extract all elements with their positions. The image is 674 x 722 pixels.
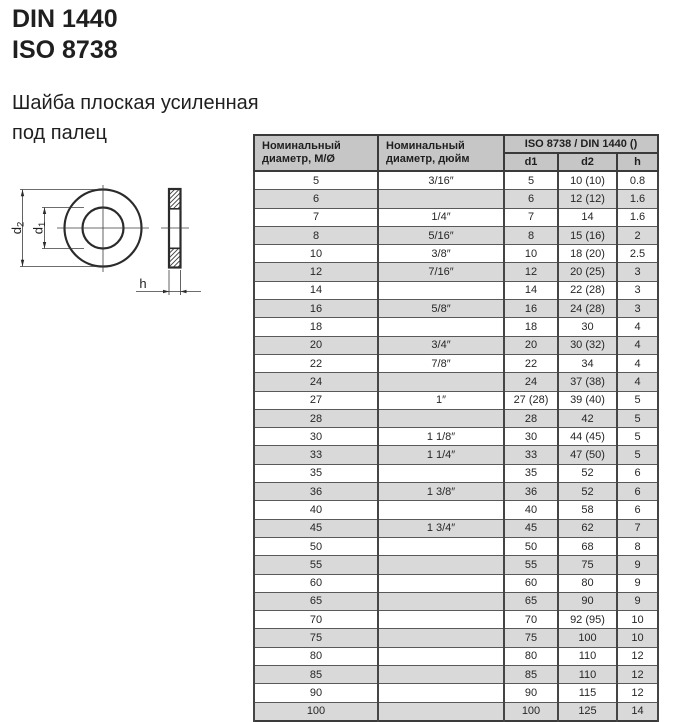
table-cell: 12	[504, 263, 558, 281]
table-cell: 4	[617, 318, 658, 336]
table-cell	[378, 684, 504, 702]
table-cell: 8	[504, 226, 558, 244]
table-row	[254, 281, 658, 299]
table-cell: 45	[254, 519, 378, 537]
subtitle-line-2: под палец	[12, 122, 107, 144]
table-cell: 1 3/4″	[378, 519, 504, 537]
table-cell	[378, 702, 504, 721]
table-cell: 75	[254, 629, 378, 647]
table-row	[254, 574, 658, 592]
table-cell: 5	[617, 428, 658, 446]
table-cell: 90	[254, 684, 378, 702]
table-cell: 75	[558, 556, 617, 574]
washer-side-view	[161, 189, 189, 268]
table-cell: 34	[558, 354, 617, 372]
table-row	[254, 501, 658, 519]
table-cell: 39 (40)	[558, 391, 617, 409]
table-cell: 30 (32)	[558, 336, 617, 354]
table-cell: 37 (38)	[558, 373, 617, 391]
table-cell: 7/16″	[378, 263, 504, 281]
washer-technical-drawing	[0, 168, 250, 333]
table-cell: 7	[254, 208, 378, 226]
table-cell: 28	[254, 409, 378, 427]
table-row	[254, 318, 658, 336]
table-cell	[378, 629, 504, 647]
d2-dimension-label: d2	[9, 221, 27, 235]
table-cell: 2.5	[617, 245, 658, 263]
table-cell: 4	[617, 373, 658, 391]
table-row	[254, 263, 658, 281]
table-cell: 9	[617, 574, 658, 592]
table-row	[254, 483, 658, 501]
table-cell: 2	[617, 226, 658, 244]
table-cell: 27 (28)	[504, 391, 558, 409]
table-cell: 16	[254, 300, 378, 318]
table-cell	[378, 666, 504, 684]
table-cell: 125	[558, 702, 617, 721]
table-cell: 20 (25)	[558, 263, 617, 281]
table-cell	[378, 409, 504, 427]
table-cell: 3	[617, 263, 658, 281]
table-row	[254, 446, 658, 464]
column-header-nominal-metric: Номинальный диаметр, М/Ø	[254, 135, 378, 171]
table-cell	[378, 574, 504, 592]
h-dimension-label: h	[139, 276, 147, 291]
table-cell: 12	[254, 263, 378, 281]
section-hatch-bottom	[169, 248, 181, 267]
table-cell: 24	[254, 373, 378, 391]
table-cell: 58	[558, 501, 617, 519]
table-cell: 33	[254, 446, 378, 464]
table-row	[254, 684, 658, 702]
table-cell: 65	[254, 592, 378, 610]
table-cell: 100	[504, 702, 558, 721]
table-cell: 18 (20)	[558, 245, 617, 263]
document-subtitle	[12, 88, 259, 148]
table-cell: 44 (45)	[558, 428, 617, 446]
document-title	[12, 4, 118, 66]
d1-dimension-label: d1	[30, 221, 48, 235]
table-cell: 70	[504, 611, 558, 629]
table-cell: 3	[617, 300, 658, 318]
table-row	[254, 702, 658, 721]
table-cell: 80	[504, 647, 558, 665]
table-row	[254, 611, 658, 629]
table-cell: 28	[504, 409, 558, 427]
table-cell: 5	[504, 171, 558, 190]
table-cell	[378, 464, 504, 482]
table-cell	[378, 373, 504, 391]
table-cell: 1.6	[617, 190, 658, 208]
table-cell: 5	[254, 171, 378, 190]
table-cell: 6	[617, 501, 658, 519]
table-cell: 14	[558, 208, 617, 226]
table-cell: 8	[254, 226, 378, 244]
column-header-nominal-inch: Номинальный диаметр, дюйм	[378, 135, 504, 171]
table-cell: 60	[504, 574, 558, 592]
table-cell: 75	[504, 629, 558, 647]
table-row	[254, 391, 658, 409]
table-cell: 6	[254, 190, 378, 208]
table-row	[254, 592, 658, 610]
table-cell: 62	[558, 519, 617, 537]
table-cell: 40	[254, 501, 378, 519]
table-cell: 18	[504, 318, 558, 336]
table-cell: 3/16″	[378, 171, 504, 190]
table-cell: 24	[504, 373, 558, 391]
table-cell: 100	[558, 629, 617, 647]
table-cell: 4	[617, 354, 658, 372]
table-row	[254, 629, 658, 647]
dimension-table-container	[253, 134, 659, 722]
table-cell: 110	[558, 666, 617, 684]
table-cell: 9	[617, 556, 658, 574]
table-cell: 12 (12)	[558, 190, 617, 208]
table-cell: 35	[504, 464, 558, 482]
table-cell: 3	[617, 281, 658, 299]
table-row	[254, 171, 658, 190]
table-cell: 100	[254, 702, 378, 721]
table-cell: 110	[558, 647, 617, 665]
table-cell: 10	[617, 611, 658, 629]
column-header-d1: d1	[504, 153, 558, 171]
table-cell: 9	[617, 592, 658, 610]
table-cell: 80	[254, 647, 378, 665]
table-cell: 10	[617, 629, 658, 647]
table-cell: 20	[504, 336, 558, 354]
table-cell: 5	[617, 446, 658, 464]
dimension-table	[253, 134, 659, 722]
title-iso: ISO 8738	[12, 36, 118, 64]
table-cell: 6	[617, 483, 658, 501]
table-cell	[378, 556, 504, 574]
table-cell: 14	[617, 702, 658, 721]
table-cell: 10	[504, 245, 558, 263]
table-cell: 115	[558, 684, 617, 702]
table-cell: 7/8″	[378, 354, 504, 372]
table-cell	[378, 281, 504, 299]
table-cell: 16	[504, 300, 558, 318]
table-row	[254, 666, 658, 684]
table-body	[254, 171, 658, 721]
table-cell: 5/16″	[378, 226, 504, 244]
table-cell: 3/4″	[378, 336, 504, 354]
table-cell: 80	[558, 574, 617, 592]
table-cell	[378, 647, 504, 665]
table-cell	[378, 318, 504, 336]
table-cell	[378, 501, 504, 519]
table-row	[254, 336, 658, 354]
table-row	[254, 300, 658, 318]
table-cell	[378, 592, 504, 610]
table-row	[254, 373, 658, 391]
table-cell: 14	[504, 281, 558, 299]
table-cell: 50	[504, 537, 558, 555]
table-cell: 10	[254, 245, 378, 263]
table-row	[254, 519, 658, 537]
table-row	[254, 354, 658, 372]
table-cell: 5	[617, 391, 658, 409]
table-cell: 15 (16)	[558, 226, 617, 244]
table-cell: 12	[617, 684, 658, 702]
table-row	[254, 464, 658, 482]
table-row	[254, 537, 658, 555]
table-row	[254, 190, 658, 208]
table-cell: 20	[254, 336, 378, 354]
table-cell: 8	[617, 537, 658, 555]
table-cell: 12	[617, 666, 658, 684]
column-header-h: h	[617, 153, 658, 171]
table-cell: 1/4″	[378, 208, 504, 226]
table-cell: 90	[558, 592, 617, 610]
table-row	[254, 428, 658, 446]
subtitle-line-1: Шайба плоская усиленная	[12, 92, 259, 114]
table-cell: 7	[504, 208, 558, 226]
table-cell: 5	[617, 409, 658, 427]
table-cell: 6	[617, 464, 658, 482]
section-hatch-top	[169, 189, 181, 209]
table-cell: 92 (95)	[558, 611, 617, 629]
table-cell	[378, 190, 504, 208]
table-cell: 1″	[378, 391, 504, 409]
table-cell: 24 (28)	[558, 300, 617, 318]
table-cell: 7	[617, 519, 658, 537]
table-cell: 14	[254, 281, 378, 299]
table-cell: 30	[504, 428, 558, 446]
table-cell: 6	[504, 190, 558, 208]
title-din: DIN 1440	[12, 5, 118, 33]
table-cell: 5/8″	[378, 300, 504, 318]
table-cell: 36	[504, 483, 558, 501]
washer-front-view	[57, 185, 149, 272]
table-cell: 33	[504, 446, 558, 464]
table-cell: 36	[254, 483, 378, 501]
table-cell: 22 (28)	[558, 281, 617, 299]
table-cell: 90	[504, 684, 558, 702]
table-cell: 68	[558, 537, 617, 555]
table-cell: 52	[558, 464, 617, 482]
table-cell: 85	[254, 666, 378, 684]
table-cell	[378, 537, 504, 555]
table-cell: 40	[504, 501, 558, 519]
table-cell	[378, 611, 504, 629]
column-header-standard-group: ISO 8738 / DIN 1440 ()	[504, 135, 658, 153]
table-cell: 55	[254, 556, 378, 574]
table-cell: 85	[504, 666, 558, 684]
table-cell: 3/8″	[378, 245, 504, 263]
table-row	[254, 226, 658, 244]
table-cell: 1 1/8″	[378, 428, 504, 446]
table-row	[254, 647, 658, 665]
table-cell: 60	[254, 574, 378, 592]
table-cell: 10 (10)	[558, 171, 617, 190]
table-cell: 42	[558, 409, 617, 427]
table-cell: 1 1/4″	[378, 446, 504, 464]
table-cell: 4	[617, 336, 658, 354]
table-cell: 70	[254, 611, 378, 629]
table-row	[254, 556, 658, 574]
column-header-d2: d2	[558, 153, 617, 171]
table-cell: 30	[558, 318, 617, 336]
table-header	[254, 135, 658, 171]
table-cell: 22	[504, 354, 558, 372]
table-row	[254, 245, 658, 263]
table-cell: 30	[254, 428, 378, 446]
table-cell: 12	[617, 647, 658, 665]
table-cell: 22	[254, 354, 378, 372]
table-cell: 55	[504, 556, 558, 574]
table-cell: 50	[254, 537, 378, 555]
table-row	[254, 208, 658, 226]
table-cell: 47 (50)	[558, 446, 617, 464]
table-cell: 52	[558, 483, 617, 501]
table-cell: 18	[254, 318, 378, 336]
table-row	[254, 409, 658, 427]
table-cell: 0.8	[617, 171, 658, 190]
table-cell: 65	[504, 592, 558, 610]
table-cell: 1.6	[617, 208, 658, 226]
table-cell: 45	[504, 519, 558, 537]
table-cell: 27	[254, 391, 378, 409]
table-cell: 1 3/8″	[378, 483, 504, 501]
table-cell: 35	[254, 464, 378, 482]
